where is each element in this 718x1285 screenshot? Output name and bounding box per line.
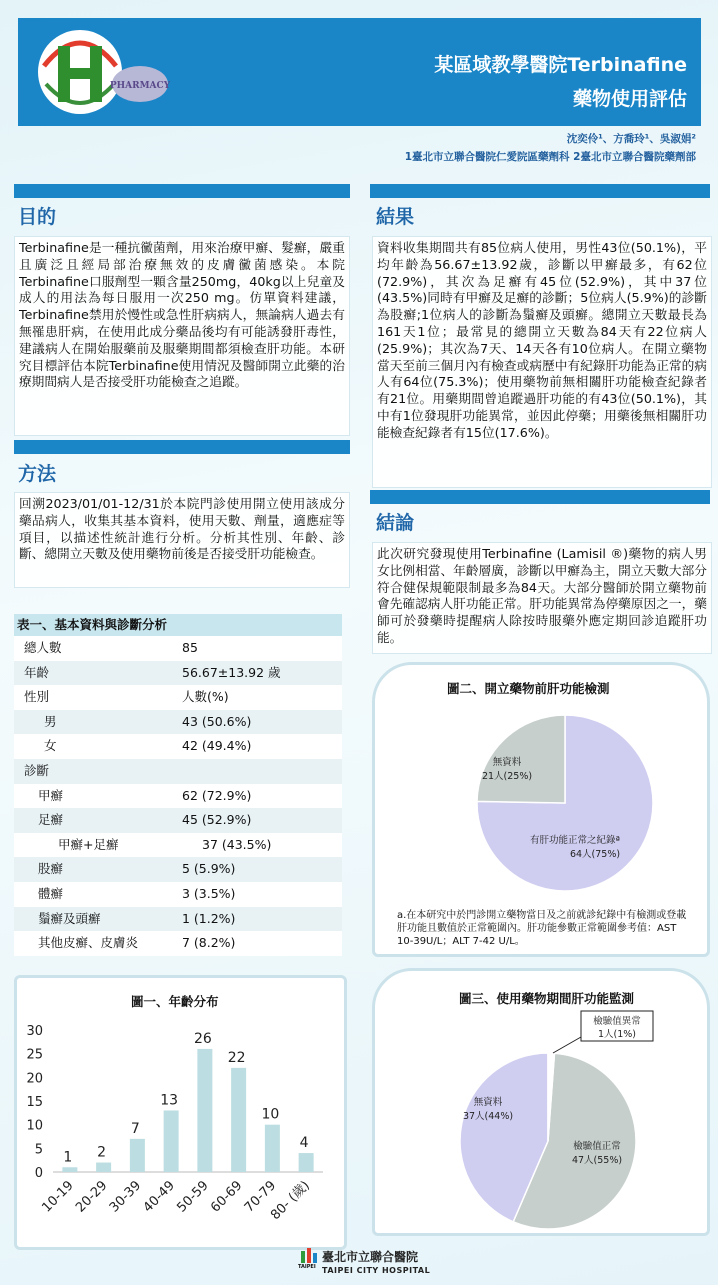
- poster-title-line2: 藥物使用評估: [572, 88, 687, 110]
- bar: [265, 1125, 280, 1172]
- x-tick-label: 30-39: [106, 1178, 145, 1216]
- conclusion-text-box: [372, 542, 712, 654]
- table-row: [14, 857, 342, 882]
- authors-block: [405, 130, 696, 166]
- figure1-title: 圖一、年齡分布: [131, 994, 219, 1009]
- methods-text: 回溯2023/01/01-12/31於本院門診使用開立使用該成分藥品病人，收集其基本資料，使用天數、劑量，適應症等項目，以描述性統計進行分析。分析其性別、年齡、診斷、總開立天數及使用藥物前後是否接受肝功能檢查。: [19, 496, 345, 562]
- methods-title: 方法: [18, 463, 57, 485]
- poster-header: [18, 18, 701, 126]
- table-cell-label: 性別: [24, 689, 50, 705]
- pie-slice-label: 檢驗值正常: [573, 1141, 621, 1152]
- table-row: [14, 907, 342, 932]
- bar: [197, 1049, 212, 1172]
- bar: [130, 1139, 145, 1172]
- x-tick-label: 40-49: [140, 1178, 178, 1216]
- callout-leader-line: [553, 1037, 581, 1053]
- pie-slice-label: 無資料: [473, 1097, 503, 1108]
- table-row: [14, 759, 342, 784]
- objective-title: 目的: [18, 206, 57, 228]
- table-cell-label: 總人數: [24, 640, 62, 655]
- table-cell-value: 43 (50.6%): [182, 713, 252, 729]
- bar-data-label: 13: [160, 1092, 179, 1109]
- pie-slice-label: 檢驗值異常: [593, 1016, 641, 1027]
- author-names: 沈奕伶¹、方喬玲¹、吳淑娟²: [566, 133, 696, 145]
- bar-data-label: 2: [97, 1144, 107, 1161]
- liver-test-before-pie: [415, 703, 675, 903]
- results-text-box: [372, 236, 712, 488]
- bar-data-label: 26: [193, 1030, 212, 1047]
- bar: [96, 1163, 111, 1172]
- results-text: 資料收集期間共有85位病人使用，男性43位(50.1%)，平均年齡為56.67±13.92歲，診斷以甲癬最多，有62位(72.9%)，其次為足癬有45位(52.9%)，其中37位(43.5%)同時有甲癬及足癬的診斷；5位病人(5.9%)的診斷為股癬;1位病人的診斷為鬚癬及頭癬。總開立天數最長為161天1位；最常見的總開立天數為84天有22位病人(25.9%)；其次為7天、14天各有10位病人。在開立藥物當天至前三個月內有檢查或病歷中有紀錄肝功能為正常的病人有64位(75.3%)；使用藥物前無相關肝功能檢查紀錄者有21位。用藥期間曾追蹤過肝功能的有43位(50.1%)，其中有1位發現肝功能異常，並因此停藥；用藥後無相關肝功能檢查紀錄者有15位(17.6%)。: [377, 240, 707, 440]
- x-tick-label: 60-69: [208, 1178, 246, 1216]
- table-row: [14, 808, 342, 833]
- table-cell-value: 3 (3.5%): [182, 885, 236, 901]
- table-cell-label: 股癬: [38, 861, 64, 877]
- pie-slice-label: 無資料: [492, 757, 522, 768]
- figure2-frame: [372, 662, 710, 957]
- x-tick-label: 10-19: [39, 1178, 77, 1216]
- table1-body: [14, 636, 342, 956]
- pie-slice-value: 1人(1%): [597, 1029, 637, 1040]
- table-cell-label: 其他皮癬、皮膚炎: [38, 935, 139, 951]
- table-cell-value: 62 (72.9%): [182, 787, 252, 803]
- y-tick-label: 25: [26, 1047, 43, 1063]
- table-cell-value: 5 (5.9%): [182, 861, 236, 877]
- liver-monitoring-during-pie: [385, 1009, 705, 1229]
- figure2-title: 圖二、開立藥物前肝功能檢測: [447, 681, 610, 696]
- table-cell-value: 37 (43.5%): [202, 836, 272, 852]
- bar-data-label: 1: [63, 1149, 73, 1166]
- conclusion-text: 此次研究發現使用Terbinafine (Lamisil ®)藥物的病人男女比例相當、年齡層廣，診斷以甲癬為主，開立天數大部分符合健保規範限制最多為84天。大部分醫師於開立藥物前會先確認病人肝功能正常。肝功能異常為停藥原因之一，藥師可於發藥時提醒病人除按時服藥外應定期回診追蹤肝功能。: [377, 546, 707, 645]
- table-cell-label: 甲癬: [38, 787, 64, 803]
- pie-slice-value: 64人(75%): [569, 849, 621, 860]
- bar-data-label: 7: [130, 1120, 140, 1137]
- table1-caption: 表一、基本資料與診斷分析: [14, 614, 342, 636]
- table-cell-value: 85: [182, 640, 198, 655]
- objective-text: Terbinafine是一種抗黴菌劑，用來治療甲癬、髮癬，嚴重且廣泛且經局部治療無效的皮膚黴菌感染。本院Terbinafine口服劑型一顆含量250mg，40kg以上兒童及成人的用法為每日服用一次250 mg。仿單資料建議，Terbinafine禁用於慢性或急性肝病病人，無論病人過去有無罹患肝病，在使用此成分藥品後均有可能誘發肝毒性，建議病人在開始服藥前及服藥期間都須檢查肝功能。本研究目標評估本院Terbinafine使用情況及醫師開立此藥的治療期間病人是否接受肝功能檢查之追蹤。: [19, 240, 345, 390]
- conclusion-title: 結論: [376, 512, 415, 534]
- figure2-footnote: a.在本研究中於門診開立藥物當日及之前就診紀錄中有檢測或登載肝功能且數值於正常範圍內。肝功能參數正常範圍參考值：AST 10-39U/L；ALT 7-42 U/L。: [397, 910, 687, 947]
- svg-text:PHARMACY: PHARMACY: [109, 81, 171, 91]
- table-cell-value: 7 (8.2%): [182, 935, 236, 951]
- table-cell-value: 人數(%): [182, 689, 229, 705]
- bar: [231, 1068, 246, 1172]
- age-distribution-bar-chart: [17, 978, 344, 1247]
- footer-hospital-name-zh: 臺北市立聯合醫院: [322, 1250, 419, 1264]
- pie-slice-label: 有肝功能正常之紀錄ª: [530, 835, 620, 846]
- bar-data-label: 22: [227, 1049, 246, 1066]
- figure3-title: 圖三、使用藥物期間肝功能監測: [459, 991, 635, 1006]
- figure3-frame: [372, 968, 710, 1236]
- bar: [299, 1153, 314, 1172]
- table-cell-value: 56.67±13.92 歲: [182, 664, 281, 680]
- table-cell-label: 體癬: [38, 885, 64, 901]
- table-cell-label: 年齡: [24, 664, 50, 680]
- hospital-pharmacy-logo: [32, 26, 172, 118]
- table-cell-label: 甲癬+足癬: [58, 836, 119, 852]
- bar-data-label: 4: [299, 1135, 309, 1152]
- y-tick-label: 0: [34, 1166, 43, 1181]
- table-cell-value: [174, 759, 342, 784]
- table-row: [14, 661, 342, 686]
- y-tick-label: 15: [26, 1095, 43, 1110]
- bar-data-label: 10: [261, 1106, 280, 1123]
- poster-title-line1: 某區域教學醫院Terbinafine: [434, 54, 687, 76]
- table-row: [14, 931, 342, 956]
- table-row: [14, 734, 342, 759]
- bar: [164, 1110, 179, 1172]
- footer-logo-block: [298, 1246, 438, 1280]
- section-bar-objective: [14, 184, 350, 198]
- pie-slice-value: 37人(44%): [462, 1111, 514, 1122]
- table-row: [14, 710, 342, 735]
- table-cell-label: 鬚癬及頭癬: [38, 910, 101, 926]
- table-row: [14, 636, 342, 661]
- author-affiliations: 1臺北市立聯合醫院仁愛院區藥劑科 2臺北市立聯合醫院藥劑部: [404, 151, 696, 163]
- objective-text-box: [14, 236, 350, 436]
- table-cell-label: 足癬: [38, 812, 64, 828]
- table-cell-label: 女: [44, 738, 57, 754]
- table-row: [14, 784, 342, 809]
- x-tick-label: 20-29: [73, 1178, 111, 1216]
- table-row: [14, 882, 342, 907]
- table-row: [14, 833, 342, 858]
- table-cell-value: 42 (49.4%): [182, 738, 252, 754]
- methods-text-box: [14, 492, 350, 588]
- y-tick-label: 30: [26, 1024, 43, 1039]
- x-tick-label: 80- (歲): [268, 1178, 313, 1224]
- table-baseline-diagnosis: [14, 614, 342, 956]
- y-tick-label: 10: [26, 1118, 43, 1134]
- x-tick-label: 70-79: [241, 1178, 280, 1216]
- y-tick-label: 5: [34, 1142, 43, 1158]
- table-cell-label: 診斷: [24, 762, 50, 778]
- section-bar-results: [370, 184, 710, 198]
- bar: [62, 1167, 77, 1172]
- y-tick-label: 20: [26, 1071, 43, 1087]
- table-row: [14, 685, 342, 710]
- table-cell-label: 男: [44, 713, 57, 729]
- pie-slice-value: 21人(25%): [481, 771, 533, 782]
- results-title: 結果: [376, 206, 415, 228]
- section-bar-conclusion: [370, 490, 710, 504]
- footer-hospital-name-en: TAIPEI CITY HOSPITAL: [322, 1266, 431, 1275]
- footer-logo-small-text: TAIPEI: [298, 1264, 316, 1270]
- section-bar-methods: [14, 440, 350, 454]
- table-cell-value: 1 (1.2%): [182, 910, 236, 926]
- x-tick-label: 50-59: [174, 1178, 212, 1216]
- pie-slice-value: 47人(55%): [571, 1155, 623, 1166]
- table-cell-value: 45 (52.9%): [182, 812, 252, 828]
- figure1-frame: [14, 975, 347, 1250]
